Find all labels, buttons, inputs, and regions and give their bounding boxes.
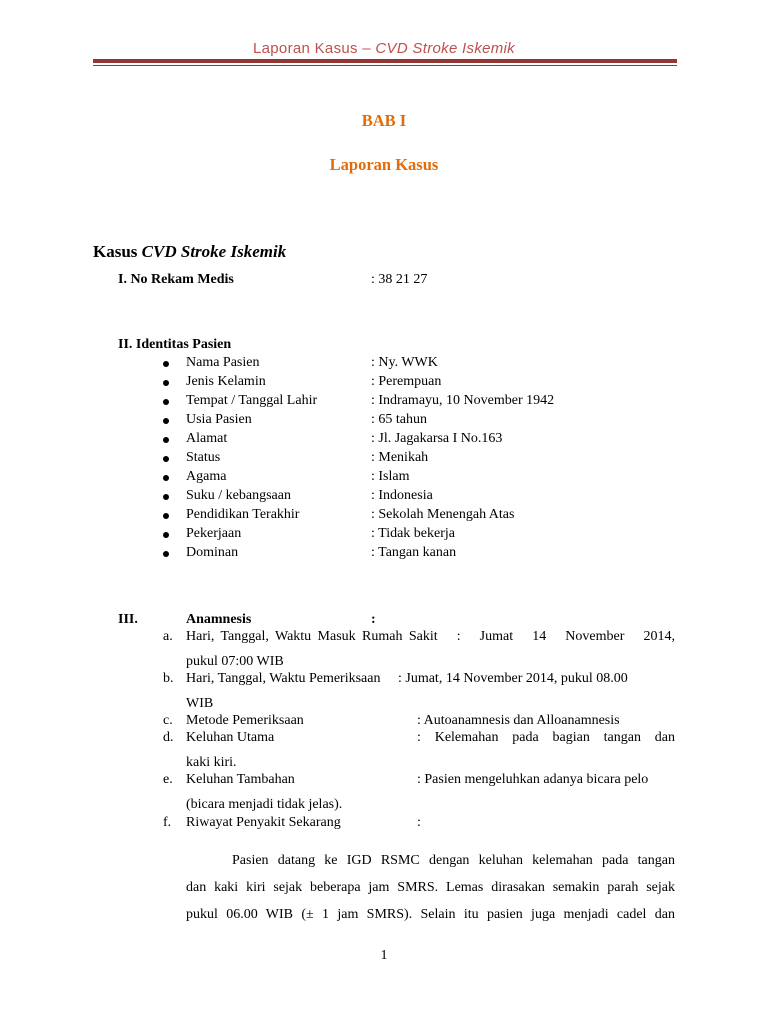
identity-value: : Indramayu, 10 November 1942 — [371, 393, 555, 408]
item-letter: e. — [163, 772, 173, 787]
identity-value: : 65 tahun — [371, 412, 427, 427]
history-paragraph-line: Pasien datang ke IGD RSMC dengan keluhan kelemahan pada tangan — [232, 853, 675, 868]
bullet-icon — [163, 380, 169, 386]
exam-time-line: Hari, Tanggal, Waktu Pemeriksaan : Jumat, 14 November 2014, pukul 08.00 — [186, 671, 628, 686]
anamnesis-colon: : — [371, 612, 376, 627]
identity-label: Tempat / Tanggal Lahir — [186, 393, 318, 408]
current-illness-label: Riwayat Penyakit Sekarang — [186, 815, 341, 830]
identity-value: : Ny. WWK — [371, 355, 438, 370]
identity-value: : Perempuan — [371, 374, 442, 389]
exam-time-cont: WIB — [186, 696, 214, 711]
bullet-icon — [163, 361, 169, 367]
identity-label: Usia Pasien — [186, 412, 252, 427]
bullet-icon — [163, 456, 169, 462]
case-heading-italic: CVD Stroke Iskemik — [141, 242, 287, 261]
admission-time-cont: pukul 07:00 WIB — [186, 654, 284, 669]
header-italic: CVD Stroke Iskemik — [375, 40, 515, 57]
current-illness-colon: : — [417, 815, 421, 830]
item-letter: a. — [163, 629, 173, 644]
identity-value: : Menikah — [371, 450, 429, 465]
item-letter: c. — [163, 713, 173, 728]
header-rule-thick — [93, 59, 677, 63]
case-heading — [93, 242, 286, 262]
identity-label: Status — [186, 450, 221, 465]
identity-value: : Tangan kanan — [371, 545, 457, 560]
identity-label: Alamat — [186, 431, 228, 446]
page-number: 1 — [380, 948, 388, 963]
medical-record-value: : 38 21 27 — [371, 272, 428, 287]
history-paragraph-line: pukul 06.00 WIB (± 1 jam SMRS). Selain itu pasien juga menjadi cadel dan — [186, 907, 675, 922]
exam-method-label: Metode Pemeriksaan — [186, 713, 304, 728]
identity-label: Agama — [186, 469, 227, 484]
identity-heading: II. Identitas Pasien — [118, 337, 232, 352]
main-complaint-value: : Kelemahan pada bagian tangan dan — [417, 730, 675, 745]
history-paragraph-line: dan kaki kiri sejak beberapa jam SMRS. Lemas dirasakan semakin parah sejak — [186, 880, 675, 895]
identity-label: Pendidikan Terakhir — [186, 507, 300, 522]
bullet-icon — [163, 532, 169, 538]
running-header — [0, 40, 768, 57]
bullet-icon — [163, 418, 169, 424]
identity-label: Suku / kebangsaan — [186, 488, 291, 503]
anamnesis-number: III. — [118, 612, 138, 627]
additional-complaint-value: : Pasien mengeluhkan adanya bicara pelo — [417, 772, 649, 787]
identity-label: Jenis Kelamin — [186, 374, 266, 389]
identity-label: Pekerjaan — [186, 526, 242, 541]
main-complaint-label: Keluhan Utama — [186, 730, 275, 745]
identity-value: : Tidak bekerja — [371, 526, 455, 541]
admission-time-line: Hari, Tanggal, Waktu Masuk Rumah Sakit : Jumat 14 November 2014, — [186, 629, 675, 644]
bullet-icon — [163, 551, 169, 557]
bullet-icon — [163, 494, 169, 500]
bullet-icon — [163, 513, 169, 519]
item-letter: d. — [163, 730, 174, 745]
identity-value: : Jl. Jagakarsa I No.163 — [371, 431, 503, 446]
identity-value: : Indonesia — [371, 488, 433, 503]
identity-label: Nama Pasien — [186, 355, 260, 370]
exam-method-value: : Autoanamnesis dan Alloanamnesis — [417, 713, 620, 728]
header-rule-thin — [93, 65, 677, 66]
identity-value: : Sekolah Menengah Atas — [371, 507, 515, 522]
item-letter: b. — [163, 671, 174, 686]
additional-complaint-cont: (bicara menjadi tidak jelas). — [186, 797, 343, 812]
case-heading-prefix: Kasus — [93, 242, 142, 261]
main-complaint-cont: kaki kiri. — [186, 755, 237, 770]
header-prefix: Laporan Kasus – — [253, 40, 376, 57]
anamnesis-heading: Anamnesis — [186, 612, 252, 627]
identity-value: : Islam — [371, 469, 410, 484]
section-title: Laporan Kasus — [329, 155, 439, 174]
medical-record-label: I. No Rekam Medis — [118, 272, 234, 287]
identity-label: Dominan — [186, 545, 239, 560]
bullet-icon — [163, 475, 169, 481]
item-letter: f. — [163, 815, 172, 830]
bullet-icon — [163, 399, 169, 405]
bullet-icon — [163, 437, 169, 443]
additional-complaint-label: Keluhan Tambahan — [186, 772, 295, 787]
chapter-title: BAB I — [361, 111, 407, 130]
